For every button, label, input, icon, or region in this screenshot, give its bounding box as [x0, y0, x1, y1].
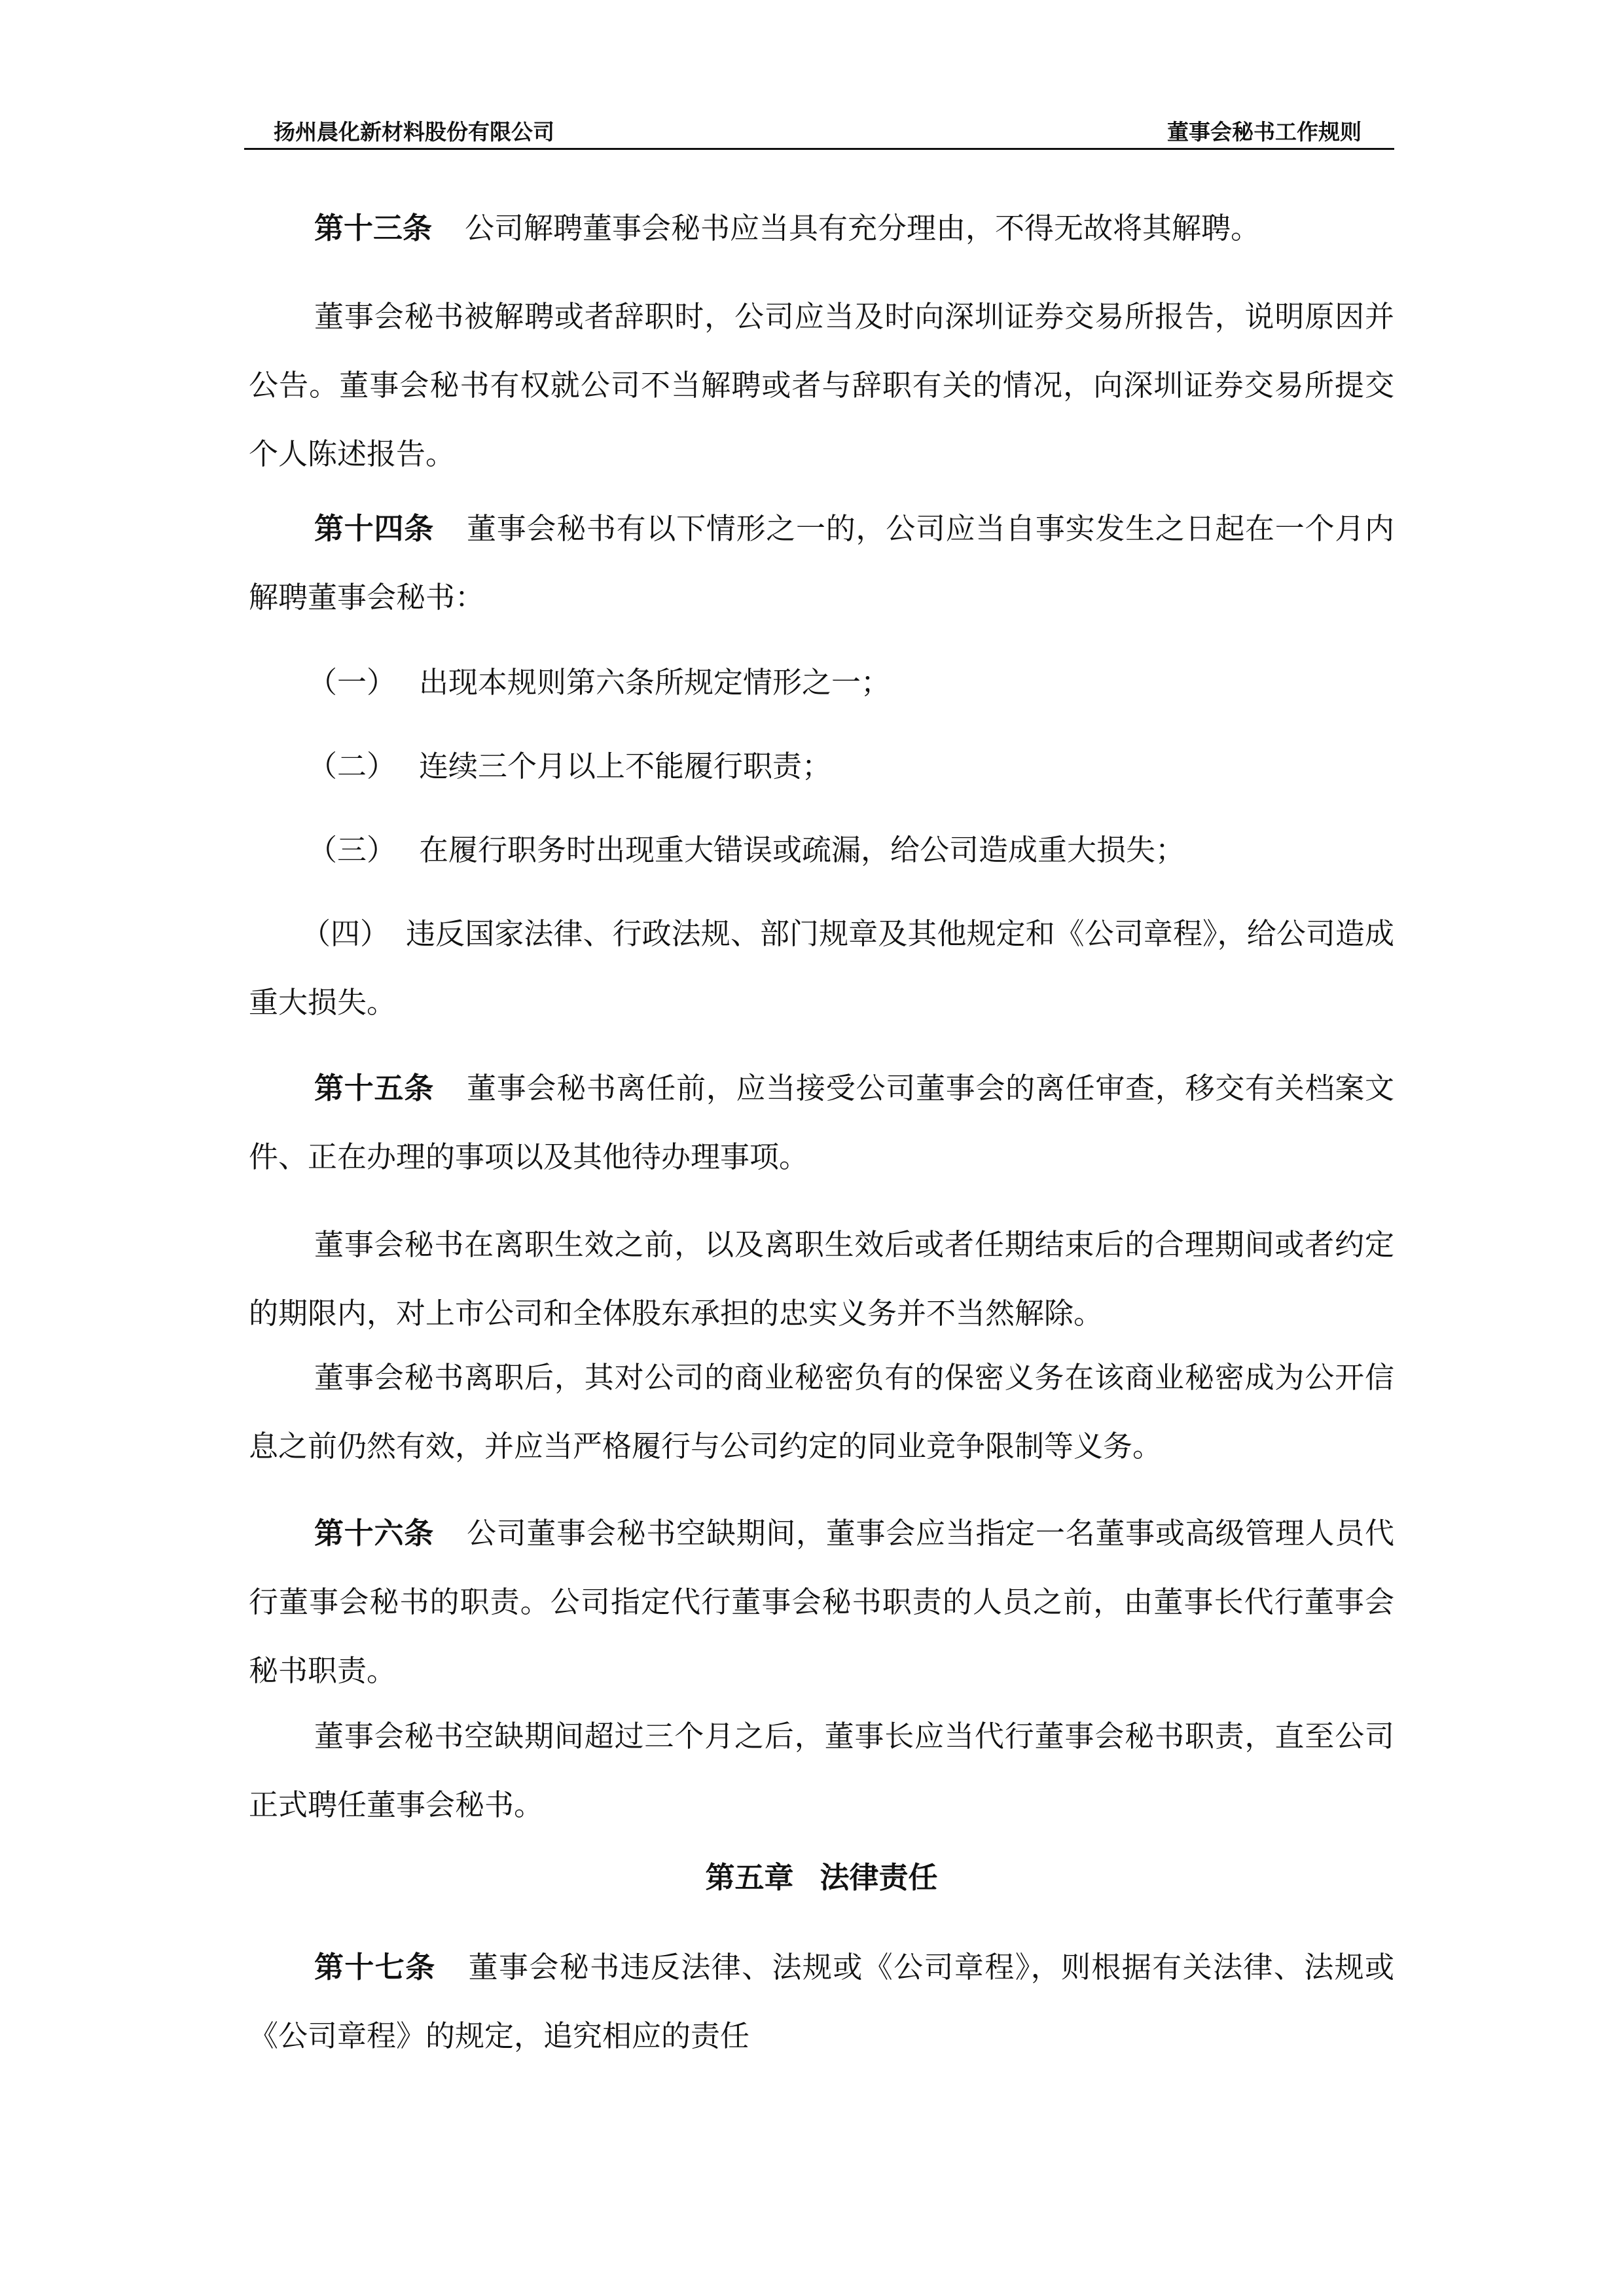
article-17-text: 董事会秘书违反法律、法规或《公司章程》，则根据有关法律、法规或《公司章程》的规定，追究相应的责任 [249, 1950, 1394, 2053]
article-16-paragraph-2: 董事会秘书空缺期间超过三个月之后，董事长应当代行董事会秘书职责，直至公司正式聘任董事会秘书。 [249, 1719, 1394, 1822]
item-text: 违反国家法律、行政法规、部门规章及其他规定和《公司章程》，给公司造成重大损失。 [249, 916, 1394, 1020]
article-17 [249, 1933, 1394, 2070]
item-text: 连续三个月以上不能履行职责； [419, 749, 832, 783]
article-15 [249, 1054, 1394, 1191]
article-13-label: 第十三条 [314, 211, 433, 245]
article-13 [249, 194, 1394, 262]
article-14-label: 第十四条 [314, 511, 434, 546]
item-number: （四） [301, 916, 390, 951]
article-14-item-3 [308, 816, 1185, 884]
article-14-text: 董事会秘书有以下情形之一的，公司应当自事实发生之日起在一个月内解聘董事会秘书： [249, 511, 1394, 615]
article-14 [249, 494, 1394, 632]
item-text: 出现本规则第六条所规定情形之一； [419, 665, 891, 700]
article-14-item-1 [308, 648, 890, 717]
article-13-paragraph-2: 董事会秘书被解聘或者辞职时，公司应当及时向深圳证券交易所报告，说明原因并公告。董事会秘书有权就公司不当解聘或者与辞职有关的情况，向深圳证券交易所提交个人陈述报告。 [249, 299, 1394, 471]
article-13-text: 公司解聘董事会秘书应当具有充分理由，不得无故将其解聘。 [465, 211, 1261, 245]
article-16 [249, 1499, 1394, 1705]
item-text: 在履行职务时出现重大错误或疏漏，给公司造成重大损失； [419, 833, 1185, 867]
article-15-label: 第十五条 [314, 1071, 434, 1105]
item-number: （三） [308, 833, 397, 867]
item-number: （一） [308, 665, 397, 700]
page-header [244, 110, 1394, 150]
article-16-text: 公司董事会秘书空缺期间，董事会应当指定一名董事或高级管理人员代行董事会秘书的职责。公司指定代行董事会秘书职责的人员之前，由董事长代行董事会秘书职责。 [249, 1516, 1394, 1688]
chapter-heading [249, 1843, 1394, 1912]
item-number: （二） [308, 749, 397, 783]
article-16-label: 第十六条 [314, 1516, 434, 1551]
article-15-paragraph-3: 董事会秘书离职后，其对公司的商业秘密负有的保密义务在该商业秘密成为公开信息之前仍然有效，并应当严格履行与公司约定的同业竞争限制等义务。 [249, 1360, 1394, 1463]
article-17-label: 第十七条 [314, 1950, 436, 1984]
article-15-text: 董事会秘书离任前，应当接受公司董事会的离任审查，移交有关档案文件、正在办理的事项以及其他待办理事项。 [249, 1071, 1394, 1174]
article-14-item-2 [308, 732, 831, 800]
chapter-title: 法律责任 [820, 1860, 938, 1895]
header-company-name: 扬州晨化新材料股份有限公司 [274, 119, 554, 145]
article-14-item-4 [249, 899, 1394, 1037]
header-document-title: 董事会秘书工作规则 [1167, 119, 1362, 145]
chapter-number: 第五章 [705, 1860, 794, 1895]
article-15-paragraph-2: 董事会秘书在离职生效之前，以及离职生效后或者任期结束后的合理期间或者约定的期限内，对上市公司和全体股东承担的忠实义务并不当然解除。 [249, 1227, 1394, 1331]
